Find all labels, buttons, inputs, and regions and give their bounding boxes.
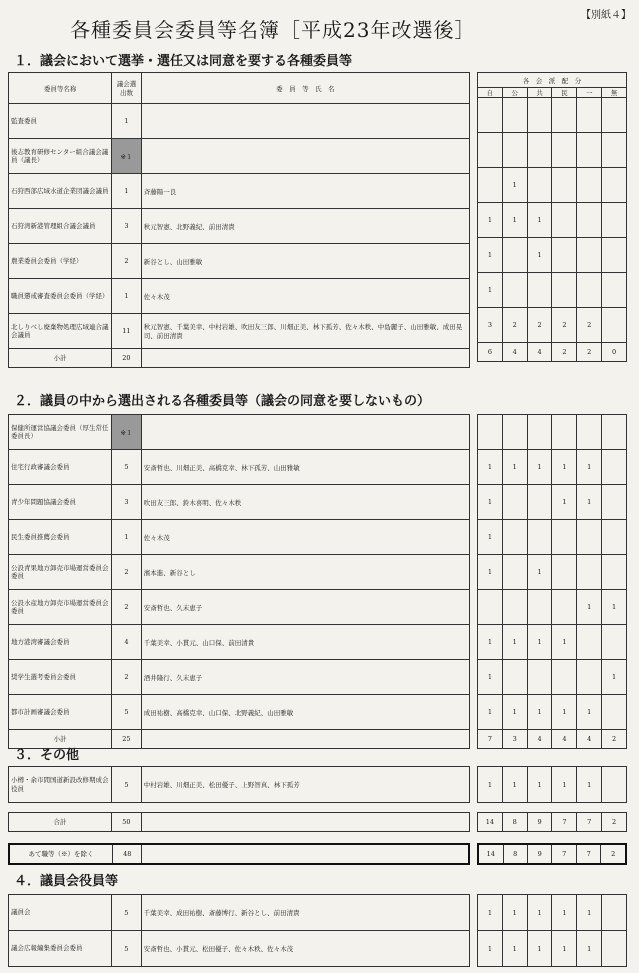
member-names: 佐々木茂 (141, 520, 469, 555)
summary-label: 合計 (9, 813, 112, 832)
committee-name: 地方港湾審議会委員 (9, 625, 112, 660)
committee-name: 職員懲戒審査委員会委員（学経） (9, 279, 112, 314)
dist-cell: 2 (577, 343, 602, 362)
dist-cell: 1 (552, 450, 577, 485)
dist-summary-row (478, 730, 627, 749)
dist-cell: 1 (577, 485, 602, 520)
dist-cell (478, 415, 503, 450)
member-names: 濱本進、新谷とし (141, 555, 469, 590)
seat-count: 4 (112, 625, 142, 660)
seat-count: 1 (112, 174, 142, 209)
dist-cell (577, 168, 602, 203)
dist-cell (527, 168, 552, 203)
dist-cell (502, 415, 527, 450)
member-names: 安斎哲也、久末恵子 (141, 590, 469, 625)
member-names: 秋元智憲、北野義紀、前田清貴 (141, 209, 469, 244)
dist-row (478, 695, 627, 730)
dist-cell: 14 (478, 813, 503, 832)
summary-count: 48 (112, 844, 142, 864)
seat-count: 2 (112, 660, 142, 695)
dist-cell: 1 (527, 931, 552, 967)
dist-cell (602, 308, 627, 343)
dist-cell: 2 (552, 343, 577, 362)
dist-cell (602, 555, 627, 590)
seat-count: ※１ (112, 415, 142, 450)
dist-cell (502, 555, 527, 590)
dist-cell: 1 (527, 767, 552, 803)
dist-row (478, 168, 627, 203)
summary-blank (141, 730, 469, 749)
summary-blank (141, 813, 469, 832)
member-names: 安斎哲也、小貫元、松田優子、佐々木秩、佐々木茂 (141, 931, 469, 967)
table-row (9, 895, 470, 931)
committee-name: 住宅行政審議会委員 (9, 450, 112, 485)
dist-cell: 1 (552, 625, 577, 660)
dist-cell: 2 (577, 308, 602, 343)
section1-table (8, 72, 470, 368)
committee-name: 青少年問題協議会委員 (9, 485, 112, 520)
dist-cell: 6 (478, 343, 503, 362)
dist-row (478, 590, 627, 625)
dist-cell: 1 (527, 450, 552, 485)
dist-cell: 7 (552, 844, 576, 864)
faction-header: 共 (527, 88, 552, 98)
seat-count: 5 (112, 931, 142, 967)
dist-cell (602, 415, 627, 450)
committee-name: 小樽・余市間国道新設改修期成会役員 (9, 767, 112, 803)
seat-count: 2 (112, 555, 142, 590)
summary-label: 小計 (9, 730, 112, 749)
dist-cell (602, 450, 627, 485)
dist-cell: 2 (552, 308, 577, 343)
dist-cell (552, 273, 577, 308)
section2-table (8, 414, 470, 749)
summary-row (9, 349, 470, 368)
table-row (9, 244, 470, 279)
dist-cell: 14 (478, 844, 503, 864)
dist-cell (602, 625, 627, 660)
dist-cell (602, 520, 627, 555)
dist-cell: 1 (527, 695, 552, 730)
member-names (141, 139, 469, 174)
dist-row (478, 555, 627, 590)
dist-cell: 1 (552, 695, 577, 730)
table-row (9, 695, 470, 730)
dist-cell: 1 (478, 660, 503, 695)
member-names: 中村岩雄、川畑正美、松田優子、上野智真、林下孤芳 (141, 767, 469, 803)
dist-cell: 1 (527, 625, 552, 660)
dist-cell: 4 (577, 730, 602, 749)
table-row (9, 931, 470, 967)
faction-header: 民 (552, 88, 577, 98)
dist-row (478, 133, 627, 168)
table-row (9, 209, 470, 244)
section3-title: ３．その他 (14, 748, 80, 763)
dist-cell: 1 (478, 273, 503, 308)
dist-cell (552, 555, 577, 590)
table-row (9, 314, 470, 349)
dist-cell (602, 203, 627, 238)
dist-row (478, 308, 627, 343)
dist-cell (478, 590, 503, 625)
committee-name: 都市計画審議会委員 (9, 695, 112, 730)
dist-cell (602, 767, 627, 803)
summary-count: 50 (112, 813, 142, 832)
dist-summary-row (478, 813, 627, 832)
dist-cell: 1 (502, 625, 527, 660)
dist-cell: 8 (502, 813, 527, 832)
dist-cell: 4 (502, 343, 527, 362)
dist-cell (552, 590, 577, 625)
dist-cell: 4 (527, 730, 552, 749)
dist-cell (502, 485, 527, 520)
dist-row (478, 98, 627, 133)
dist-cell: 1 (502, 695, 527, 730)
committee-name: 農業委員会委員（学経） (9, 244, 112, 279)
dist-cell: 1 (478, 767, 503, 803)
dist-cell: 1 (577, 767, 602, 803)
faction-header: 公 (502, 88, 527, 98)
dist-cell: 7 (576, 844, 600, 864)
member-names: 安斎哲也、川畑正美、高橋克幸、林下孤芳、山田雅敏 (141, 450, 469, 485)
seat-count: ※１ (112, 139, 142, 174)
dist-cell (577, 133, 602, 168)
dist-row (478, 485, 627, 520)
dist-cell (602, 485, 627, 520)
dist-cell (527, 485, 552, 520)
dist-cell (577, 555, 602, 590)
col-name: 委員等名称 (9, 73, 112, 104)
dist-cell: 2 (602, 813, 627, 832)
section3-table (8, 766, 470, 803)
summary-blank (141, 349, 469, 368)
dist-cell (552, 133, 577, 168)
dist-cell (577, 625, 602, 660)
committee-name: 石狩西部広域水道企業団議会議員 (9, 174, 112, 209)
dist-cell (502, 133, 527, 168)
seat-count: 5 (112, 767, 142, 803)
dist-cell: 1 (502, 168, 527, 203)
dist-cell: 7 (577, 813, 602, 832)
committee-name: 公設青果地方卸売市場運営委員会委員 (9, 555, 112, 590)
committee-name: 議会広報編集委員会委員 (9, 931, 112, 967)
dist-cell: 1 (478, 695, 503, 730)
dist-cell (552, 238, 577, 273)
member-names (141, 415, 469, 450)
table-row (9, 139, 470, 174)
table-row (9, 415, 470, 450)
dist-cell: 1 (577, 450, 602, 485)
dist-cell: 1 (527, 203, 552, 238)
dist-cell (577, 660, 602, 695)
committee-name: 保健所運営協議会委員（厚生常任委員長） (9, 415, 112, 450)
dist-row (478, 767, 627, 803)
dist-cell: 0 (602, 343, 627, 362)
table-row (9, 590, 470, 625)
member-names: 斉藤陽一良 (141, 174, 469, 209)
dist-cell: 3 (478, 308, 503, 343)
dist-cell: 7 (552, 813, 577, 832)
section2-title: ２．議員の中から選出される各種委員等（議会の同意を要しないもの） (14, 394, 431, 409)
dist-cell: 1 (502, 203, 527, 238)
col-members: 委 員 等 氏 名 (141, 73, 469, 104)
dist-cell: 4 (552, 730, 577, 749)
dist-cell: 7 (478, 730, 503, 749)
member-names: 秋元智憲、千葉美幸、中村岩雄、吹田友三郎、川畑正美、林下孤芳、佐々木秩、中島麗子、山田雅敏、成田晃司、前田清貴 (141, 314, 469, 349)
seat-count: 1 (112, 279, 142, 314)
dist-cell (527, 98, 552, 133)
faction-header: 無 (602, 88, 627, 98)
dist-cell (602, 133, 627, 168)
dist-cell: 4 (527, 343, 552, 362)
dist-cell: 3 (502, 730, 527, 749)
section1-dist-table (477, 72, 627, 362)
dist-cell (552, 203, 577, 238)
dist-row (478, 450, 627, 485)
dist-cell (602, 695, 627, 730)
dist-cell: 9 (527, 813, 552, 832)
dist-cell (602, 931, 627, 967)
section4-title: ４．議員会役員等 (14, 874, 119, 889)
dist-cell (602, 895, 627, 931)
dist-title: 各 会 派 配 分 (478, 73, 627, 88)
excl-table (8, 843, 470, 865)
dist-summary-row (478, 844, 626, 864)
table-row (9, 104, 470, 139)
seat-count: 2 (112, 590, 142, 625)
seat-count: 1 (112, 104, 142, 139)
dist-cell: 1 (527, 555, 552, 590)
seat-count: 3 (112, 209, 142, 244)
dist-row (478, 203, 627, 238)
seat-count: 11 (112, 314, 142, 349)
dist-cell: 1 (602, 590, 627, 625)
member-names: 酒井隆行、久末恵子 (141, 660, 469, 695)
table-row (9, 767, 470, 803)
dist-cell (552, 520, 577, 555)
summary-count: 20 (112, 349, 142, 368)
dist-cell: 2 (602, 730, 627, 749)
table-row (9, 625, 470, 660)
summary-blank (142, 844, 469, 864)
dist-cell (577, 415, 602, 450)
member-names: 成田祐樹、高橋克幸、山口保、北野義紀、山田雅敏 (141, 695, 469, 730)
faction-header: 自 (478, 88, 503, 98)
dist-cell (552, 660, 577, 695)
dist-cell (602, 168, 627, 203)
dist-cell: 1 (602, 660, 627, 695)
committee-name: 公設水産地方卸売市場運営委員会委員 (9, 590, 112, 625)
dist-cell (527, 520, 552, 555)
attachment-tag: 【別紙４】 (581, 10, 631, 21)
dist-cell (577, 238, 602, 273)
dist-row (478, 895, 627, 931)
dist-cell: 1 (577, 931, 602, 967)
section1-title: １．議会において選挙・選任又は同意を要する各種委員等 (14, 54, 353, 69)
dist-row (478, 520, 627, 555)
dist-cell: 9 (527, 844, 551, 864)
member-names: 吹田友三郎、鈴木喜明、佐々木秩 (141, 485, 469, 520)
summary-row (9, 844, 469, 864)
dist-cell (602, 98, 627, 133)
dist-cell: 1 (577, 590, 602, 625)
section4-dist-table (477, 894, 627, 967)
dist-cell (577, 98, 602, 133)
dist-cell: 1 (478, 450, 503, 485)
dist-row (478, 238, 627, 273)
dist-cell (577, 520, 602, 555)
dist-cell: 1 (478, 895, 503, 931)
seat-count: 3 (112, 485, 142, 520)
dist-cell: 2 (601, 844, 626, 864)
committee-name: 後志教育研修センター組合議会議員（議長） (9, 139, 112, 174)
table-row (9, 279, 470, 314)
dist-row (478, 660, 627, 695)
member-names (141, 104, 469, 139)
dist-cell: 1 (552, 485, 577, 520)
dist-cell (502, 590, 527, 625)
dist-cell: 1 (527, 238, 552, 273)
dist-cell (577, 273, 602, 308)
dist-cell (478, 98, 503, 133)
dist-cell: 2 (502, 308, 527, 343)
dist-cell: 1 (478, 238, 503, 273)
col-count: 議会選出数 (112, 73, 142, 104)
member-names: 佐々木茂 (141, 279, 469, 314)
table-row (9, 520, 470, 555)
dist-cell: 1 (552, 931, 577, 967)
section2-dist-table (477, 414, 627, 749)
summary-count: 25 (112, 730, 142, 749)
dist-cell: 1 (478, 520, 503, 555)
dist-cell (527, 273, 552, 308)
table-row (9, 555, 470, 590)
faction-header: 一 (577, 88, 602, 98)
committee-name: 石狩湾新港管理組合議会議員 (9, 209, 112, 244)
dist-cell: 1 (552, 767, 577, 803)
dist-cell (527, 415, 552, 450)
dist-cell (527, 660, 552, 695)
excl-dist-table (477, 843, 627, 865)
member-names: 新谷とし、山田雅敏 (141, 244, 469, 279)
dist-cell: 1 (552, 895, 577, 931)
dist-cell (502, 660, 527, 695)
summary-label: 小計 (9, 349, 112, 368)
dist-cell: 1 (502, 931, 527, 967)
table-row (9, 450, 470, 485)
dist-summary-row (478, 343, 627, 362)
dist-cell (602, 273, 627, 308)
dist-cell (527, 590, 552, 625)
dist-cell (502, 238, 527, 273)
dist-cell (602, 238, 627, 273)
section3-dist-table (477, 766, 627, 803)
total-dist-table (477, 812, 627, 832)
dist-cell (478, 168, 503, 203)
committee-name: 民生委員推薦会委員 (9, 520, 112, 555)
dist-cell: 1 (478, 485, 503, 520)
committee-name: 奨学生選考委員会委員 (9, 660, 112, 695)
dist-cell (478, 133, 503, 168)
dist-cell (502, 520, 527, 555)
seat-count: 2 (112, 244, 142, 279)
table-row (9, 485, 470, 520)
dist-cell (552, 415, 577, 450)
member-names: 千葉美幸、成田祐樹、斎藤博行、新谷とし、前田清貴 (141, 895, 469, 931)
dist-cell: 1 (478, 203, 503, 238)
page-title: 各種委員会委員等名簿［平成23年改選後］ (70, 18, 476, 42)
summary-label: あて職等（※）を除く (9, 844, 112, 864)
dist-cell: 1 (478, 555, 503, 590)
dist-row (478, 273, 627, 308)
total-table (8, 812, 470, 832)
committee-name: 議員会 (9, 895, 112, 931)
committee-name: 監査委員 (9, 104, 112, 139)
seat-count: 5 (112, 695, 142, 730)
seat-count: 5 (112, 450, 142, 485)
dist-cell (502, 98, 527, 133)
dist-cell: 8 (503, 844, 527, 864)
dist-cell: 1 (577, 695, 602, 730)
dist-cell: 1 (577, 895, 602, 931)
dist-row (478, 931, 627, 967)
table-row (9, 174, 470, 209)
dist-cell (502, 273, 527, 308)
dist-cell: 1 (502, 895, 527, 931)
dist-cell (577, 203, 602, 238)
section4-table (8, 894, 470, 967)
dist-cell (552, 98, 577, 133)
committee-name: 北しりべし廃棄物処理広域連合議会議員 (9, 314, 112, 349)
dist-cell (552, 168, 577, 203)
member-names: 千葉美幸、小貫元、山口保、前田清貴 (141, 625, 469, 660)
dist-cell (527, 133, 552, 168)
dist-cell: 1 (478, 625, 503, 660)
summary-row (9, 813, 470, 832)
dist-row (478, 625, 627, 660)
dist-cell: 1 (478, 931, 503, 967)
dist-cell: 1 (527, 895, 552, 931)
dist-cell: 2 (527, 308, 552, 343)
table-row (9, 660, 470, 695)
seat-count: 5 (112, 895, 142, 931)
dist-row (478, 415, 627, 450)
seat-count: 1 (112, 520, 142, 555)
dist-cell: 1 (502, 767, 527, 803)
dist-cell: 1 (502, 450, 527, 485)
